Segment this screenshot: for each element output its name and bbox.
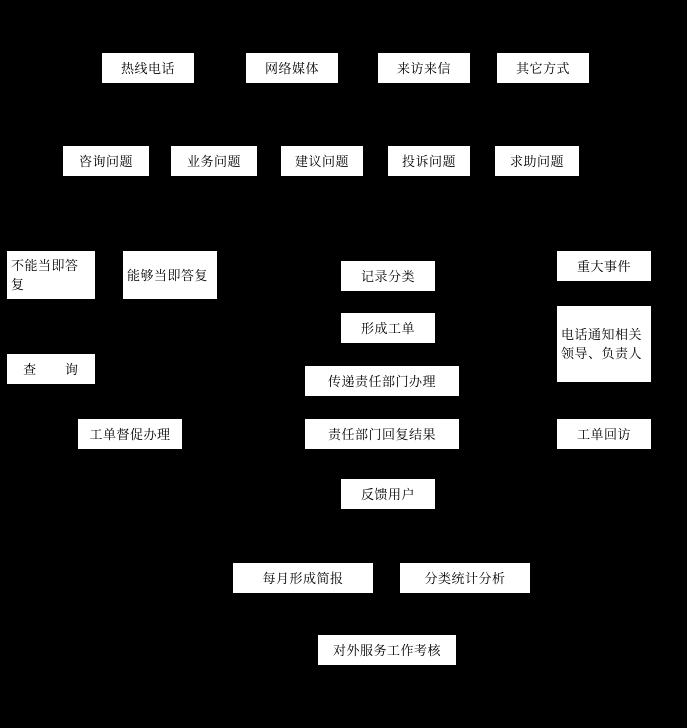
flowchart-node-n19: 责任部门回复结果 — [304, 418, 460, 450]
flowchart-node-n14: 形成工单 — [340, 312, 436, 344]
flowchart-node-n12: 记录分类 — [340, 260, 436, 292]
flowchart-node-n7: 建议问题 — [280, 145, 364, 177]
flowchart-node-n6: 业务问题 — [170, 145, 258, 177]
flowchart-node-n21: 反馈用户 — [340, 478, 436, 510]
flowchart-node-n2: 网络媒体 — [245, 52, 339, 84]
flowchart-node-n9: 求助问题 — [494, 145, 580, 177]
flowchart-node-n1: 热线电话 — [101, 52, 195, 84]
flowchart-node-n22: 每月形成简报 — [232, 562, 374, 594]
flowchart-node-n15: 电话通知相关领导、负责人 — [556, 305, 652, 383]
flowchart-node-n5: 咨询问题 — [62, 145, 150, 177]
flowchart-node-n16: 查 询 — [6, 353, 96, 385]
flowchart-node-n24: 对外服务工作考核 — [317, 634, 457, 666]
flowchart-node-n8: 投诉问题 — [387, 145, 471, 177]
flowchart-node-n3: 来访来信 — [377, 52, 471, 84]
flowchart-node-n17: 传递责任部门办理 — [304, 365, 460, 397]
flowchart-node-n13: 重大事件 — [556, 250, 652, 282]
flowchart-node-n11: 能够当即答复 — [122, 250, 218, 300]
flowchart-node-n4: 其它方式 — [496, 52, 590, 84]
flowchart-node-n18: 工单督促办理 — [77, 418, 183, 450]
flowchart-node-n10: 不能当即答复 — [6, 250, 96, 300]
flowchart-node-n20: 工单回访 — [556, 418, 652, 450]
flowchart-node-n23: 分类统计分析 — [399, 562, 531, 594]
